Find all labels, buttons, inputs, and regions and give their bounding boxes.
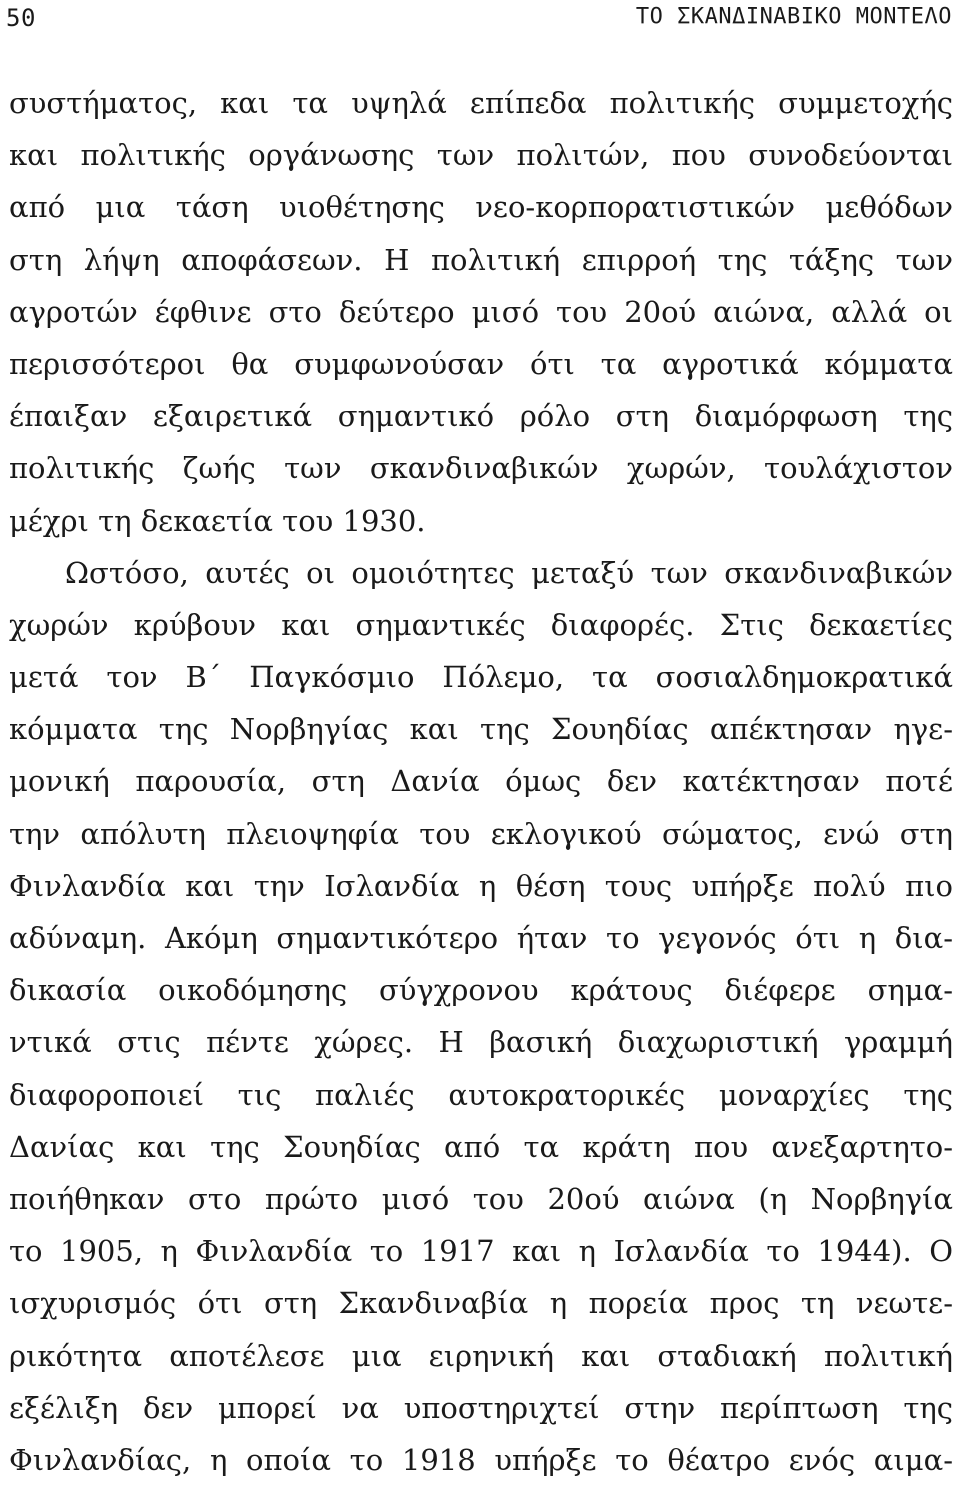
text-line: την απόλυτη πλειοψηφία του εκλογικού σώματος, ενώ στη: [9, 816, 953, 851]
text-line: χωρών κρύβουν και σημαντικές διαφορές. Στις δεκαετίες: [9, 607, 953, 642]
text-line: αγροτών έφθινε στο δεύτερο μισό του 20ού αιώνα, αλλά οι: [9, 294, 953, 329]
text-line: μετά τον Β΄ Παγκόσμιο Πόλεμο, τα σοσιαλδημοκρατικά: [9, 660, 953, 695]
running-title: ΤΟ ΣΚΑΝΔΙΝΑΒΙΚΟ ΜΟΝΤΕΛΟ: [635, 4, 952, 29]
text-line: εξέλιξη δεν μπορεί να υποστηριχτεί στην περίπτωση της: [9, 1390, 953, 1425]
text-line: αδύναμη. Ακόμη σημαντικότερο ήταν το γεγονός ότι η δια-: [9, 921, 953, 955]
text-line: Ωστόσο, αυτές οι ομοιότητες μεταξύ των σκανδιναβικών: [65, 555, 953, 590]
text-line: Δανίας και της Σουηδίας από τα κράτη που ανεξαρτητο-: [9, 1129, 953, 1164]
text-line: έπαιξαν εξαιρετικά σημαντικό ρόλο στη διαμόρφωση της: [9, 399, 953, 434]
text-line: ισχυρισμός ότι στη Σκανδιναβία η πορεία προς τη νεωτε-: [9, 1286, 953, 1321]
text-line: μέχρι τη δεκαετία του 1930.: [9, 503, 426, 538]
text-line: ντικά στις πέντε χώρες. Η βασική διαχωριστική γραμμή: [9, 1025, 953, 1060]
text-line: στη λήψη αποφάσεων. Η πολιτική επιρροή της τάξης των: [9, 242, 953, 277]
text-line: το 1905, η Φινλανδία το 1917 και η Ισλανδία το 1944). Ο: [9, 1234, 953, 1269]
text-line: μονική παρουσία, στη Δανία όμως δεν κατέκτησαν ποτέ: [9, 764, 953, 799]
text-line: Φινλανδίας, η οποία το 1918 υπήρξε το θέατρο ενός αιμα-: [9, 1442, 953, 1477]
text-line: και πολιτικής οργάνωσης των πολιτών, που συνοδεύονται: [9, 138, 953, 173]
text-line: από μια τάση υιοθέτησης νεο-κορπορατιστικών μεθόδων: [9, 190, 953, 225]
page-number: 50: [6, 4, 36, 32]
text-line: δικασία οικοδόμησης σύγχρονου κράτους διέφερε σημα-: [9, 973, 953, 1008]
text-line: ποιήθηκαν στο πρώτο μισό του 20ού αιώνα (η Νορβηγία: [9, 1181, 953, 1216]
text-line: κόμματα της Νορβηγίας και της Σουηδίας απέκτησαν ηγε-: [9, 712, 953, 747]
text-line: συστήματος, και τα υψηλά επίπεδα πολιτικής συμμετοχής: [9, 86, 953, 120]
text-line: πολιτικής ζωής των σκανδιναβικών χωρών, τουλάχιστον: [9, 451, 953, 486]
body-text: [9, 77, 953, 1486]
text-line: περισσότεροι θα συμφωνούσαν ότι τα αγροτικά κόμματα: [9, 346, 953, 381]
text-line: διαφοροποιεί τις παλιές αυτοκρατορικές μοναρχίες της: [9, 1077, 953, 1112]
page-header: [0, 0, 960, 40]
text-line: Φινλανδία και την Ισλανδία η θέση τους υπήρξε πολύ πιο: [9, 868, 953, 903]
text-line: ρικότητα αποτέλεσε μια ειρηνική και σταδιακή πολιτική: [9, 1338, 953, 1373]
